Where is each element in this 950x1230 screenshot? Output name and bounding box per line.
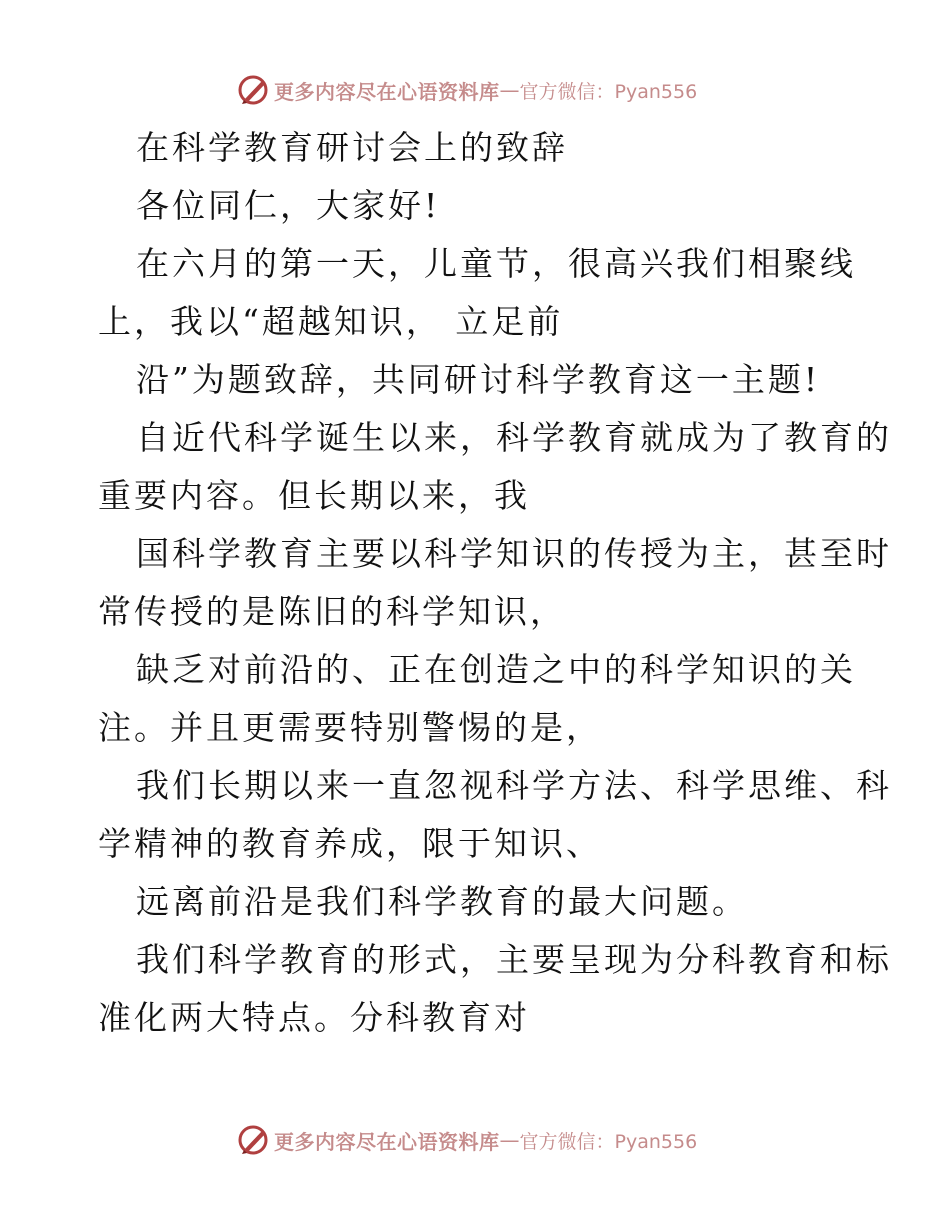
text-line: 上，我以“超越知识， 立足前 (98, 302, 564, 341)
pen-logo-icon (236, 1123, 270, 1157)
text-line: 我们科学教育的形式，主要呈现为分科教育和标 (136, 940, 892, 979)
banner-wechat: 官方微信：Pyan556 (519, 80, 698, 103)
banner-dash: — (499, 1128, 520, 1152)
text-line: 远离前沿是我们科学教育的最大问题。 (136, 882, 748, 921)
text-line: 沿”为题致辞，共同研讨科学教育这一主题! (136, 360, 821, 399)
text-line: 国科学教育主要以科学知识的传授为主，甚至时 (136, 534, 892, 573)
text-line: 常传授的是陈旧的科学知识， (98, 592, 566, 631)
header-banner (236, 72, 697, 108)
text-line: 我们长期以来一直忽视科学方法、科学思维、科 (136, 766, 892, 805)
text-line: 准化两大特点。分科教育对 (98, 998, 530, 1037)
text-line: 各位同仁，大家好! (136, 186, 441, 225)
document-body (98, 119, 892, 1047)
footer-banner (236, 1122, 697, 1158)
text-line: 学精神的教育养成，限于知识、 (98, 824, 602, 863)
banner-wechat: 官方微信：Pyan556 (519, 1130, 698, 1153)
text-line: 在六月的第一天，儿童节，很高兴我们相聚线 (136, 244, 856, 283)
pen-logo-icon (236, 73, 270, 107)
banner-dash: — (499, 78, 520, 102)
text-line: 重要内容。但长期以来，我 (98, 476, 530, 515)
text-line: 注。并且更需要特别警惕的是， (98, 708, 602, 747)
banner-slogan: 更多内容尽在心语资料库 (274, 79, 500, 104)
text-line: 自近代科学诞生以来，科学教育就成为了教育的 (136, 418, 892, 457)
document-title: 在科学教育研讨会上的致辞 (136, 128, 568, 167)
text-line: 缺乏对前沿的、正在创造之中的科学知识的关 (136, 650, 856, 689)
banner-slogan: 更多内容尽在心语资料库 (274, 1129, 500, 1154)
